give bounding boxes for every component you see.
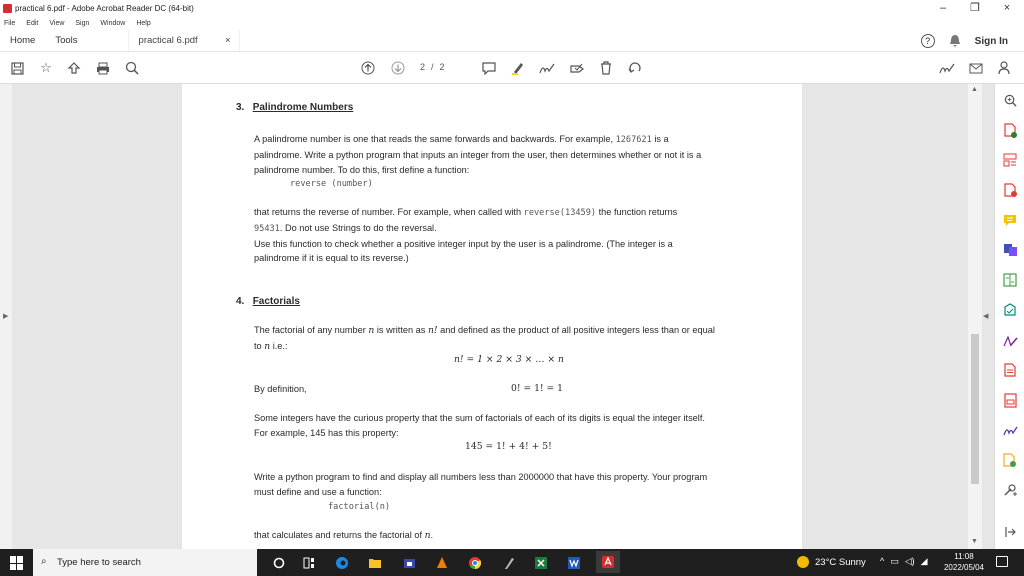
factorial-paragraph-3 [254,470,774,514]
system-tray [880,556,928,567]
tab-close-icon[interactable]: × [224,35,231,46]
maximize-button[interactable]: ❐ [970,2,980,14]
windows-start-icon[interactable] [10,556,24,570]
excel-app-icon[interactable] [532,554,550,571]
request-signatures-icon[interactable] [1002,422,1018,438]
left-panel-collapsed [0,84,12,549]
text-line: A palindrome number is one that reads the same forwards and backwards. For example, [254,134,616,144]
battery-icon[interactable]: ▭ [890,556,899,566]
math-n-factorial: n! [427,325,438,336]
compress-pdf-icon[interactable] [1002,272,1018,288]
highlight-pen-icon[interactable] [510,60,526,76]
create-pdf-icon[interactable] [1002,122,1018,138]
text-line: the function returns [596,207,678,217]
export-pdf-icon[interactable] [1002,182,1018,198]
menu-window[interactable]: Window [100,19,126,27]
weather-text: 23°C Sunny [815,556,866,568]
clock-time: 11:08 [954,552,974,561]
section-3-number: 3. [236,102,245,113]
text-line: palindrome number. To do this, first define a function: [254,164,470,175]
text-line: . Do not use Strings to do the reversal. [279,222,437,233]
network-icon[interactable]: ◢ [920,556,928,566]
code-inline: reverse(13459) [523,208,597,218]
document-viewer [0,84,1024,549]
scan-ocr-icon[interactable] [1002,392,1018,408]
print-icon[interactable] [95,60,111,76]
comment-tool-icon[interactable] [1002,212,1018,228]
text-line: palindrome. Write a python program that inputs an integer from the user, then determines whether or not it is a [254,149,702,160]
previous-page-icon[interactable] [360,60,376,76]
tab-home[interactable]: Home [10,35,36,46]
scroll-up-icon[interactable]: ▲ [971,86,978,93]
palindrome-paragraph-2 [254,205,774,266]
sign-in-button[interactable]: Sign In [974,35,1008,47]
code-function-reverse: reverse (number) [290,179,373,190]
scrollbar-thumb[interactable] [971,334,979,484]
text-line: Use this function to check whether a positive integer input by the user is a palindrome. (The integer is a [254,238,673,249]
tab-bar [0,30,1024,52]
search-icon: ⌕ [41,556,47,567]
page-current-input[interactable]: 2 [420,62,426,72]
acrobat-app-icon [3,4,12,13]
text-line: i.e.: [270,340,288,351]
chrome-browser-icon[interactable] [466,554,484,571]
fill-and-sign-icon[interactable] [1002,332,1018,348]
draw-sign-tool-icon[interactable] [938,60,956,76]
collapse-tools-panel-icon[interactable] [1002,524,1018,540]
zoom-in-icon[interactable] [1002,92,1018,108]
save-icon[interactable] [9,60,25,76]
add-user-icon[interactable] [997,60,1013,76]
palindrome-paragraph-1 [254,132,774,192]
delete-trash-icon[interactable] [598,60,614,76]
vertical-scrollbar[interactable] [968,84,982,549]
system-clock[interactable] [940,551,988,573]
clock-date: 2022/05/04 [943,563,985,572]
math-n: n [424,530,431,541]
taskbar-search-box[interactable] [33,549,257,576]
edit-pdf-icon[interactable] [1002,362,1018,378]
comment-icon[interactable] [481,60,497,76]
pdf-page [182,84,802,549]
text-line: palindrome if it is equal to its reverse.) [254,253,409,264]
tab-document-label: practical 6.pdf [138,35,198,46]
expand-left-panel-icon[interactable]: ▶ [3,313,9,320]
title-bar [0,0,1024,16]
text-line: that returns the reverse of number. For example, when called with [254,207,524,217]
equation-zero-one-factorial: 0! = 1! = 1 [511,383,563,394]
code-function-factorial: factorial(n) [328,501,391,512]
edge-browser-icon[interactable] [333,554,351,571]
section-4-heading [236,295,300,310]
section-4-number: 4. [236,296,245,307]
factorial-paragraph-2 [254,411,774,441]
window-title: practical 6.pdf - Adobe Acrobat Reader DC (64-bit) [15,3,194,13]
menu-sign[interactable]: Sign [75,19,90,27]
tab-tools[interactable]: Tools [55,35,78,46]
math-n: n [264,340,271,352]
show-hidden-icons-icon[interactable]: ^ [880,556,885,566]
code-inline: 1267621 [615,135,652,145]
organize-pages-icon[interactable] [1002,152,1018,168]
pen-tool-icon[interactable] [500,554,518,571]
send-for-review-icon[interactable] [1002,302,1018,318]
email-icon[interactable] [968,60,984,76]
bell-icon[interactable] [949,34,961,48]
factorial-paragraph-4 [254,528,774,544]
equation-factorial-definition: n! = 1 × 2 × 3 × … × n [454,354,564,365]
vlc-player-icon[interactable] [433,554,451,571]
taskbar-search-placeholder: Type here to search [57,557,141,568]
text-line: . [430,530,434,540]
windows-taskbar [0,549,1024,576]
file-explorer-icon[interactable] [366,554,384,571]
store-icon[interactable] [400,554,418,571]
volume-icon[interactable]: ◁) [904,556,915,566]
text-line: The factorial of any number [254,325,369,335]
collapse-right-panel-icon[interactable]: ◀ [983,313,989,320]
text-line: Write a python program to find and display all numbers less than 2000000 that have this property. Your program [254,472,708,482]
fill-sign-icon[interactable] [568,60,586,76]
equation-145: 145 = 1! + 4! + 5! [465,441,552,452]
more-tools-icon[interactable] [1002,482,1018,498]
zoom-search-icon[interactable] [124,60,140,76]
code-inline: 95431 [254,223,280,234]
rotate-undo-icon[interactable] [627,60,643,76]
share-icon[interactable] [66,60,82,76]
page-indicator [420,62,445,72]
text-line: that calculates and returns the factorial of [254,530,425,540]
next-page-icon[interactable] [390,60,406,76]
acrobat-taskbar-icon[interactable] [596,551,620,573]
text-line: is written as [374,325,428,335]
text-line: is a [651,134,669,144]
notifications-icon[interactable] [996,556,1008,567]
section-3-title: Palindrome Numbers [252,102,354,113]
minimize-button[interactable]: – [939,2,947,14]
sun-icon [797,556,809,568]
tab-document[interactable] [128,30,240,51]
task-view-icon[interactable] [300,554,318,571]
menu-file[interactable]: File [4,19,16,27]
menu-view[interactable]: View [49,19,65,27]
weather-widget[interactable] [797,556,866,568]
cortana-icon[interactable] [270,554,288,571]
section-3-heading [236,101,353,116]
menu-bar [0,16,162,30]
toolbar [0,52,1024,84]
math-n: n [368,325,375,336]
protect-pdf-icon[interactable] [1002,452,1018,468]
factorial-paragraph-1 [254,323,774,355]
page-total: 2 [439,62,445,72]
definition-label: By definition, [254,384,307,394]
close-button[interactable]: × [1003,2,1011,14]
scroll-down-icon[interactable]: ▼ [971,538,978,545]
word-app-icon[interactable] [565,554,583,571]
help-icon[interactable]: ? [921,34,935,48]
menu-edit[interactable]: Edit [26,19,39,27]
text-line: and defined as the product of all positive integers less than or equal [437,325,715,335]
text-line: Some integers have the curious property that the sum of factorials of each of its digits is equal the integer itself. [254,413,705,423]
menu-help[interactable]: Help [136,19,151,27]
bookmark-star-icon[interactable]: ☆ [40,60,52,75]
right-tools-panel [994,84,1024,549]
combine-files-icon[interactable] [1002,242,1018,258]
text-line: For example, 145 has this property: [254,427,399,438]
page-separator: / [431,62,434,72]
text-line: to [254,340,265,351]
draw-signature-icon[interactable] [538,60,556,76]
section-4-title: Factorials [252,296,300,307]
text-line: must define and use a function: [254,486,382,497]
